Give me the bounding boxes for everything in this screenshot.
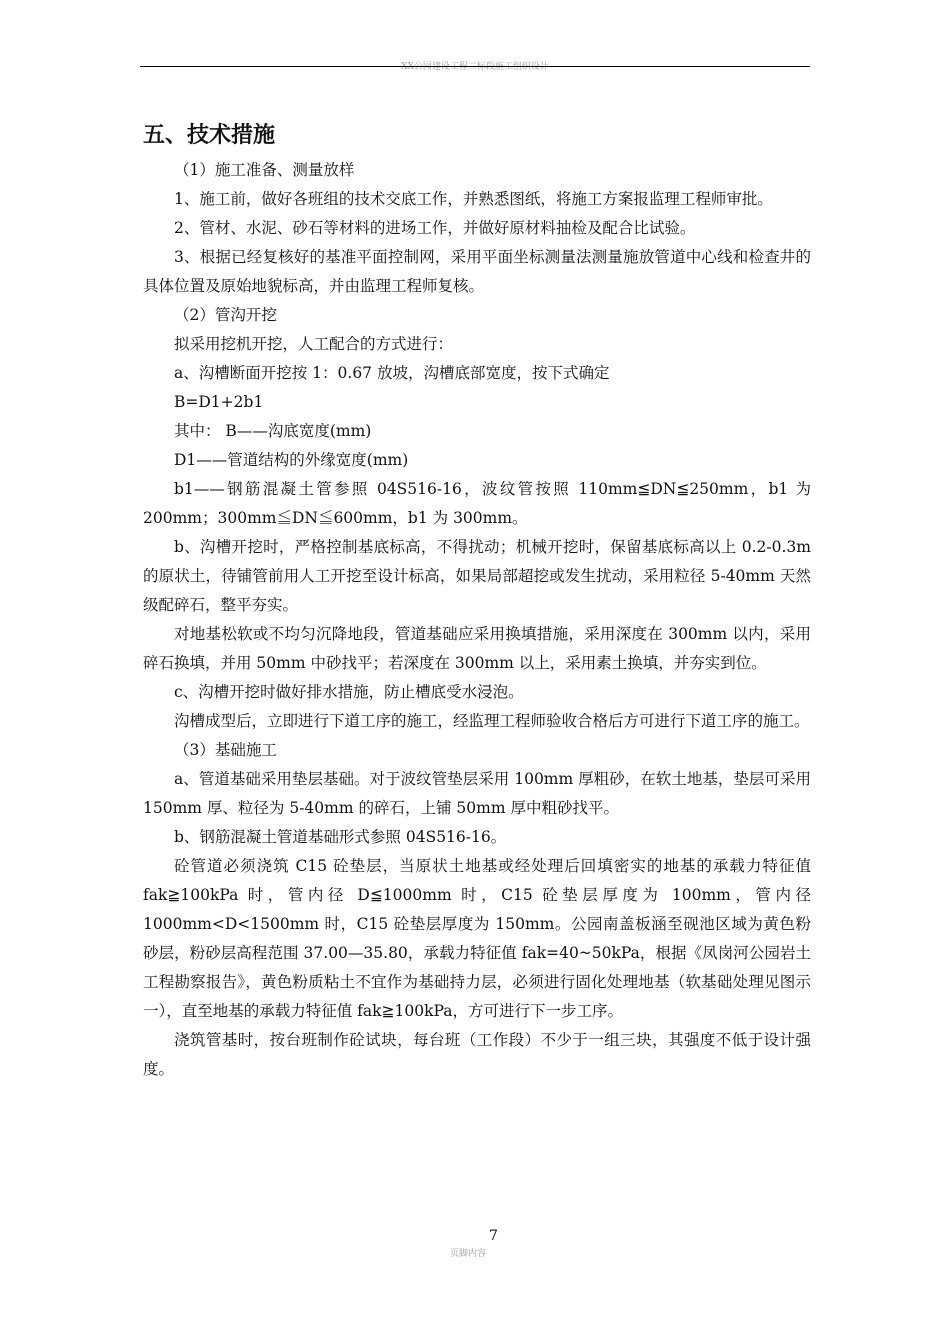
paragraph: 对地基松软或不均匀沉降地段，管道基础应采用换填措施，采用深度在 300mm 以内，采用碎石换填，并用 50mm 中砂找平；若深度在 300mm 以上，采用素土换填，并夯实到位。 [143, 625, 811, 672]
paragraph: 3、根据已经复核好的基准平面控制网，采用平面坐标测量法测量施放管道中心线和检查井的具体位置及原始地貌标高，并由监理工程师复核。 [143, 248, 811, 295]
paragraph: 沟槽成型后，立即进行下道工序的施工，经监理工程师验收合格后方可进行下道工序的施工。 [174, 712, 810, 730]
paragraph: b1——钢筋混凝土管参照 04S516-16，波纹管按照 110mm≦DN≦250mm，b1 为 200mm；300mm≦DN≦600mm，b1 为 300mm。 [143, 480, 811, 527]
paragraph: 砼管道必须浇筑 C15 砼垫层，当原状土地基或经处理后回填密实的地基的承载力特征值 fak≧100kPa 时，管内径 D≦1000mm 时，C15 砼垫层厚度为 100mm，管内径 1000mm<D<1500mm 时，C15 砼垫层厚度为 150mm。公园南盖板涵至砚池区域为黄色粉砂层，粉砂层高程范围 37.00—35.80，承载力特征值 fak=40~50kPa，根据《凤岗河公园岩土工程勘察报告》，黄色粉质粘土不宜作为基础持力层，必须进行固化处理地基（软基础处理见图示一），直至地基的承载力特征值 fak≧100kPa，方可进行下一步工序。 [143, 857, 811, 1020]
subheading-trench-excavation: （2）管沟开挖 [174, 306, 277, 324]
running-header: XX公园建设工程二标段施工组织设计 [401, 62, 549, 72]
paragraph: 其中： B——沟底宽度(mm) [174, 422, 372, 440]
paragraph: 1、施工前，做好各班组的技术交底工作，并熟悉图纸，将施工方案报监理工程师审批。 [174, 190, 773, 208]
paragraph: b、钢筋混凝土管道基础形式参照 04S516-16。 [174, 828, 507, 846]
paragraph: 浇筑管基时，按台班制作砼试块，每台班（工作段）不少于一组三块，其强度不低于设计强度。 [143, 1031, 811, 1078]
paragraph: a、管道基础采用垫层基础。对于波纹管垫层采用 100mm 厚粗砂，在软土地基，垫层可采用 150mm 厚、粒径为 5-40mm 的碎石，上铺 50mm 厚中粗砂找平。 [143, 770, 811, 817]
formula: B=D1+2b1 [174, 393, 264, 411]
header-rule [140, 66, 810, 67]
paragraph: 2、管材、水泥、砂石等材料的进场工作，并做好原材料抽检及配合比试验。 [174, 219, 696, 237]
paragraph: c、沟槽开挖时做好排水措施，防止槽底受水浸泡。 [174, 683, 524, 701]
paragraph: D1——管道结构的外缘宽度(mm) [174, 451, 409, 469]
subheading-preparation: （1）施工准备、测量放样 [174, 161, 355, 179]
paragraph: 拟采用挖机开挖，人工配合的方式进行： [174, 335, 454, 353]
section-title: 五、技术措施 [143, 123, 276, 148]
running-footer: 页脚内容 [450, 1249, 487, 1259]
paragraph: a、沟槽断面开挖按 1：0.67 放坡，沟槽底部宽度，按下式确定 [174, 364, 610, 382]
page-number: 7 [489, 1228, 498, 1244]
paragraph: b、沟槽开挖时，严格控制基底标高，不得扰动；机械开挖时，保留基底标高以上 0.2-0.3m 的原状土，待铺管前用人工开挖至设计标高，如果局部超挖或发生扰动，采用粒径 5-40mm 天然级配碎石，整平夯实。 [143, 538, 811, 614]
document-body [143, 120, 811, 1084]
subheading-foundation: （3）基础施工 [174, 741, 277, 759]
